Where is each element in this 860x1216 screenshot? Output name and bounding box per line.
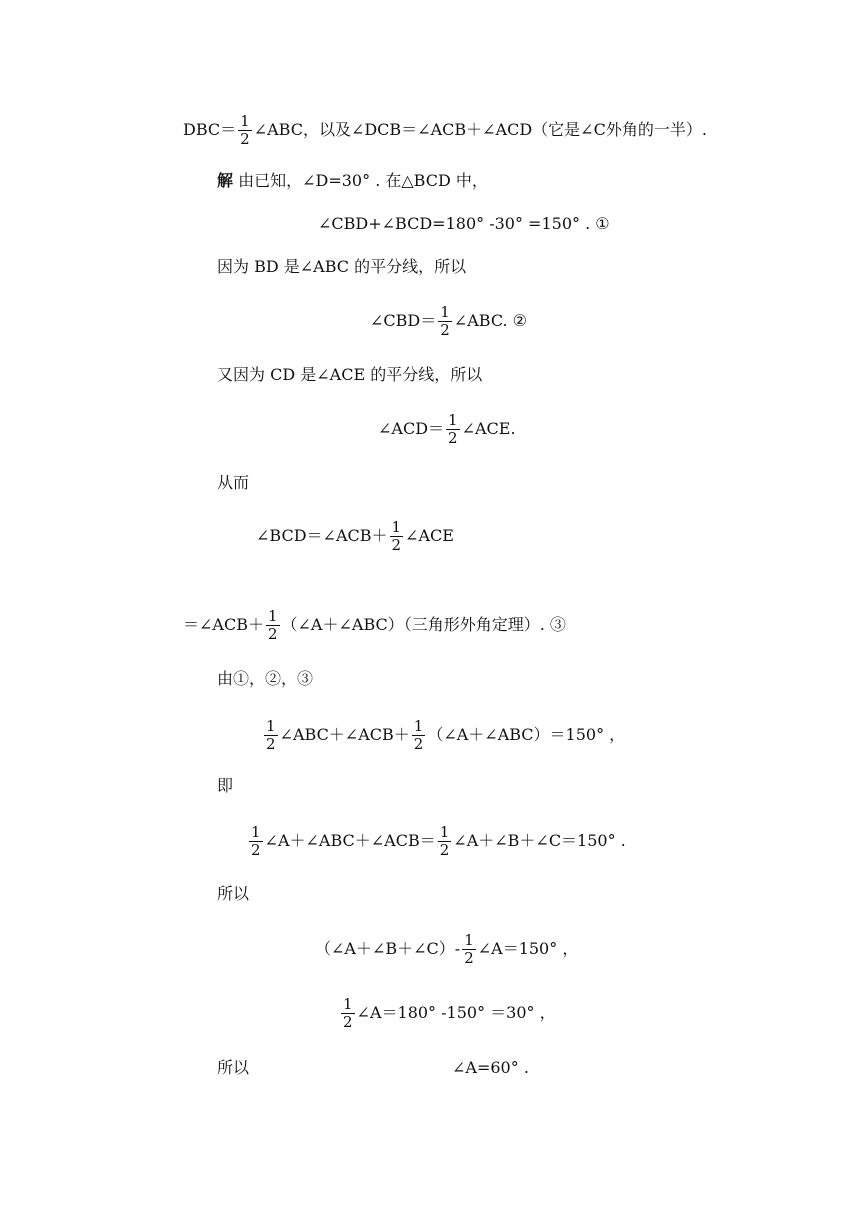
- fraction-half: $\frac{1}{2}$: [440, 303, 450, 339]
- equation-bcd: ∠BCD＝∠ACB＋ $\frac{1}{2}$ ∠ACE: [256, 518, 454, 554]
- equation-angles: $\frac{1}{2}$ ∠A＋∠ABC＋∠ACB＝ $\frac{1}{2}$ ∠A＋∠B＋∠C＝150° .: [251, 823, 626, 859]
- text-from-123: 由①，②，③: [217, 669, 314, 688]
- solution-label: 解: [217, 171, 234, 190]
- text-so-final: 所以: [217, 1058, 250, 1077]
- text-cd-bisector: 又因为 CD 是∠ACE 的平分线，所以: [217, 365, 483, 384]
- text-therefore: 从而: [217, 473, 250, 492]
- fraction-half: $\frac{1}{2}$: [251, 823, 261, 859]
- equation-1: ∠CBD+∠BCD=180° -30° =150° . ①: [318, 214, 610, 233]
- equation-2: ∠CBD＝ $\frac{1}{2}$ ∠ABC. ②: [370, 303, 527, 339]
- fraction-half: $\frac{1}{2}$: [240, 112, 250, 148]
- fraction-half: $\frac{1}{2}$: [267, 607, 278, 643]
- fraction-half: $\frac{1}{2}$: [413, 717, 424, 753]
- fraction-half: $\frac{1}{2}$: [391, 518, 402, 554]
- fraction-half: $\frac{1}{2}$: [448, 411, 458, 447]
- equation-acd: ∠ACD＝ $\frac{1}{2}$ ∠ACE.: [378, 411, 516, 447]
- equation-sum: $\frac{1}{2}$ ∠ABC＋∠ACB＋ $\frac{1}{2}$ （∠A＋∠ABC）＝150° ，: [266, 717, 626, 753]
- fraction-half: $\frac{1}{2}$: [343, 995, 353, 1031]
- equation-half-a: $\frac{1}{2}$ ∠A＝180° -150° ＝30° ，: [343, 995, 556, 1031]
- text-namely: 即: [217, 776, 234, 795]
- intro-formula: DBC＝ $\frac{1}{2}$ ∠ABC，以及∠DCB＝∠ACB＋∠ACD（它是∠C外角的一半）.: [183, 112, 707, 148]
- solution-intro: 解 由已知，∠D=30° . 在△BCD 中，: [217, 171, 488, 190]
- equation-triangle-sum: （∠A＋∠B＋∠C）- $\frac{1}{2}$ ∠A＝150° ，: [315, 931, 579, 967]
- fraction-half: $\frac{1}{2}$: [439, 823, 450, 859]
- equation-3: ＝∠ACB＋ $\frac{1}{2}$ （∠A＋∠ABC）（三角形外角定理）. ③: [183, 607, 566, 643]
- fraction-half: $\frac{1}{2}$: [266, 717, 276, 753]
- text-bd-bisector: 因为 BD 是∠ABC 的平分线，所以: [217, 257, 467, 276]
- final-answer: ∠A=60° .: [452, 1058, 529, 1077]
- fraction-half: $\frac{1}{2}$: [464, 931, 474, 967]
- text-so: 所以: [217, 884, 250, 903]
